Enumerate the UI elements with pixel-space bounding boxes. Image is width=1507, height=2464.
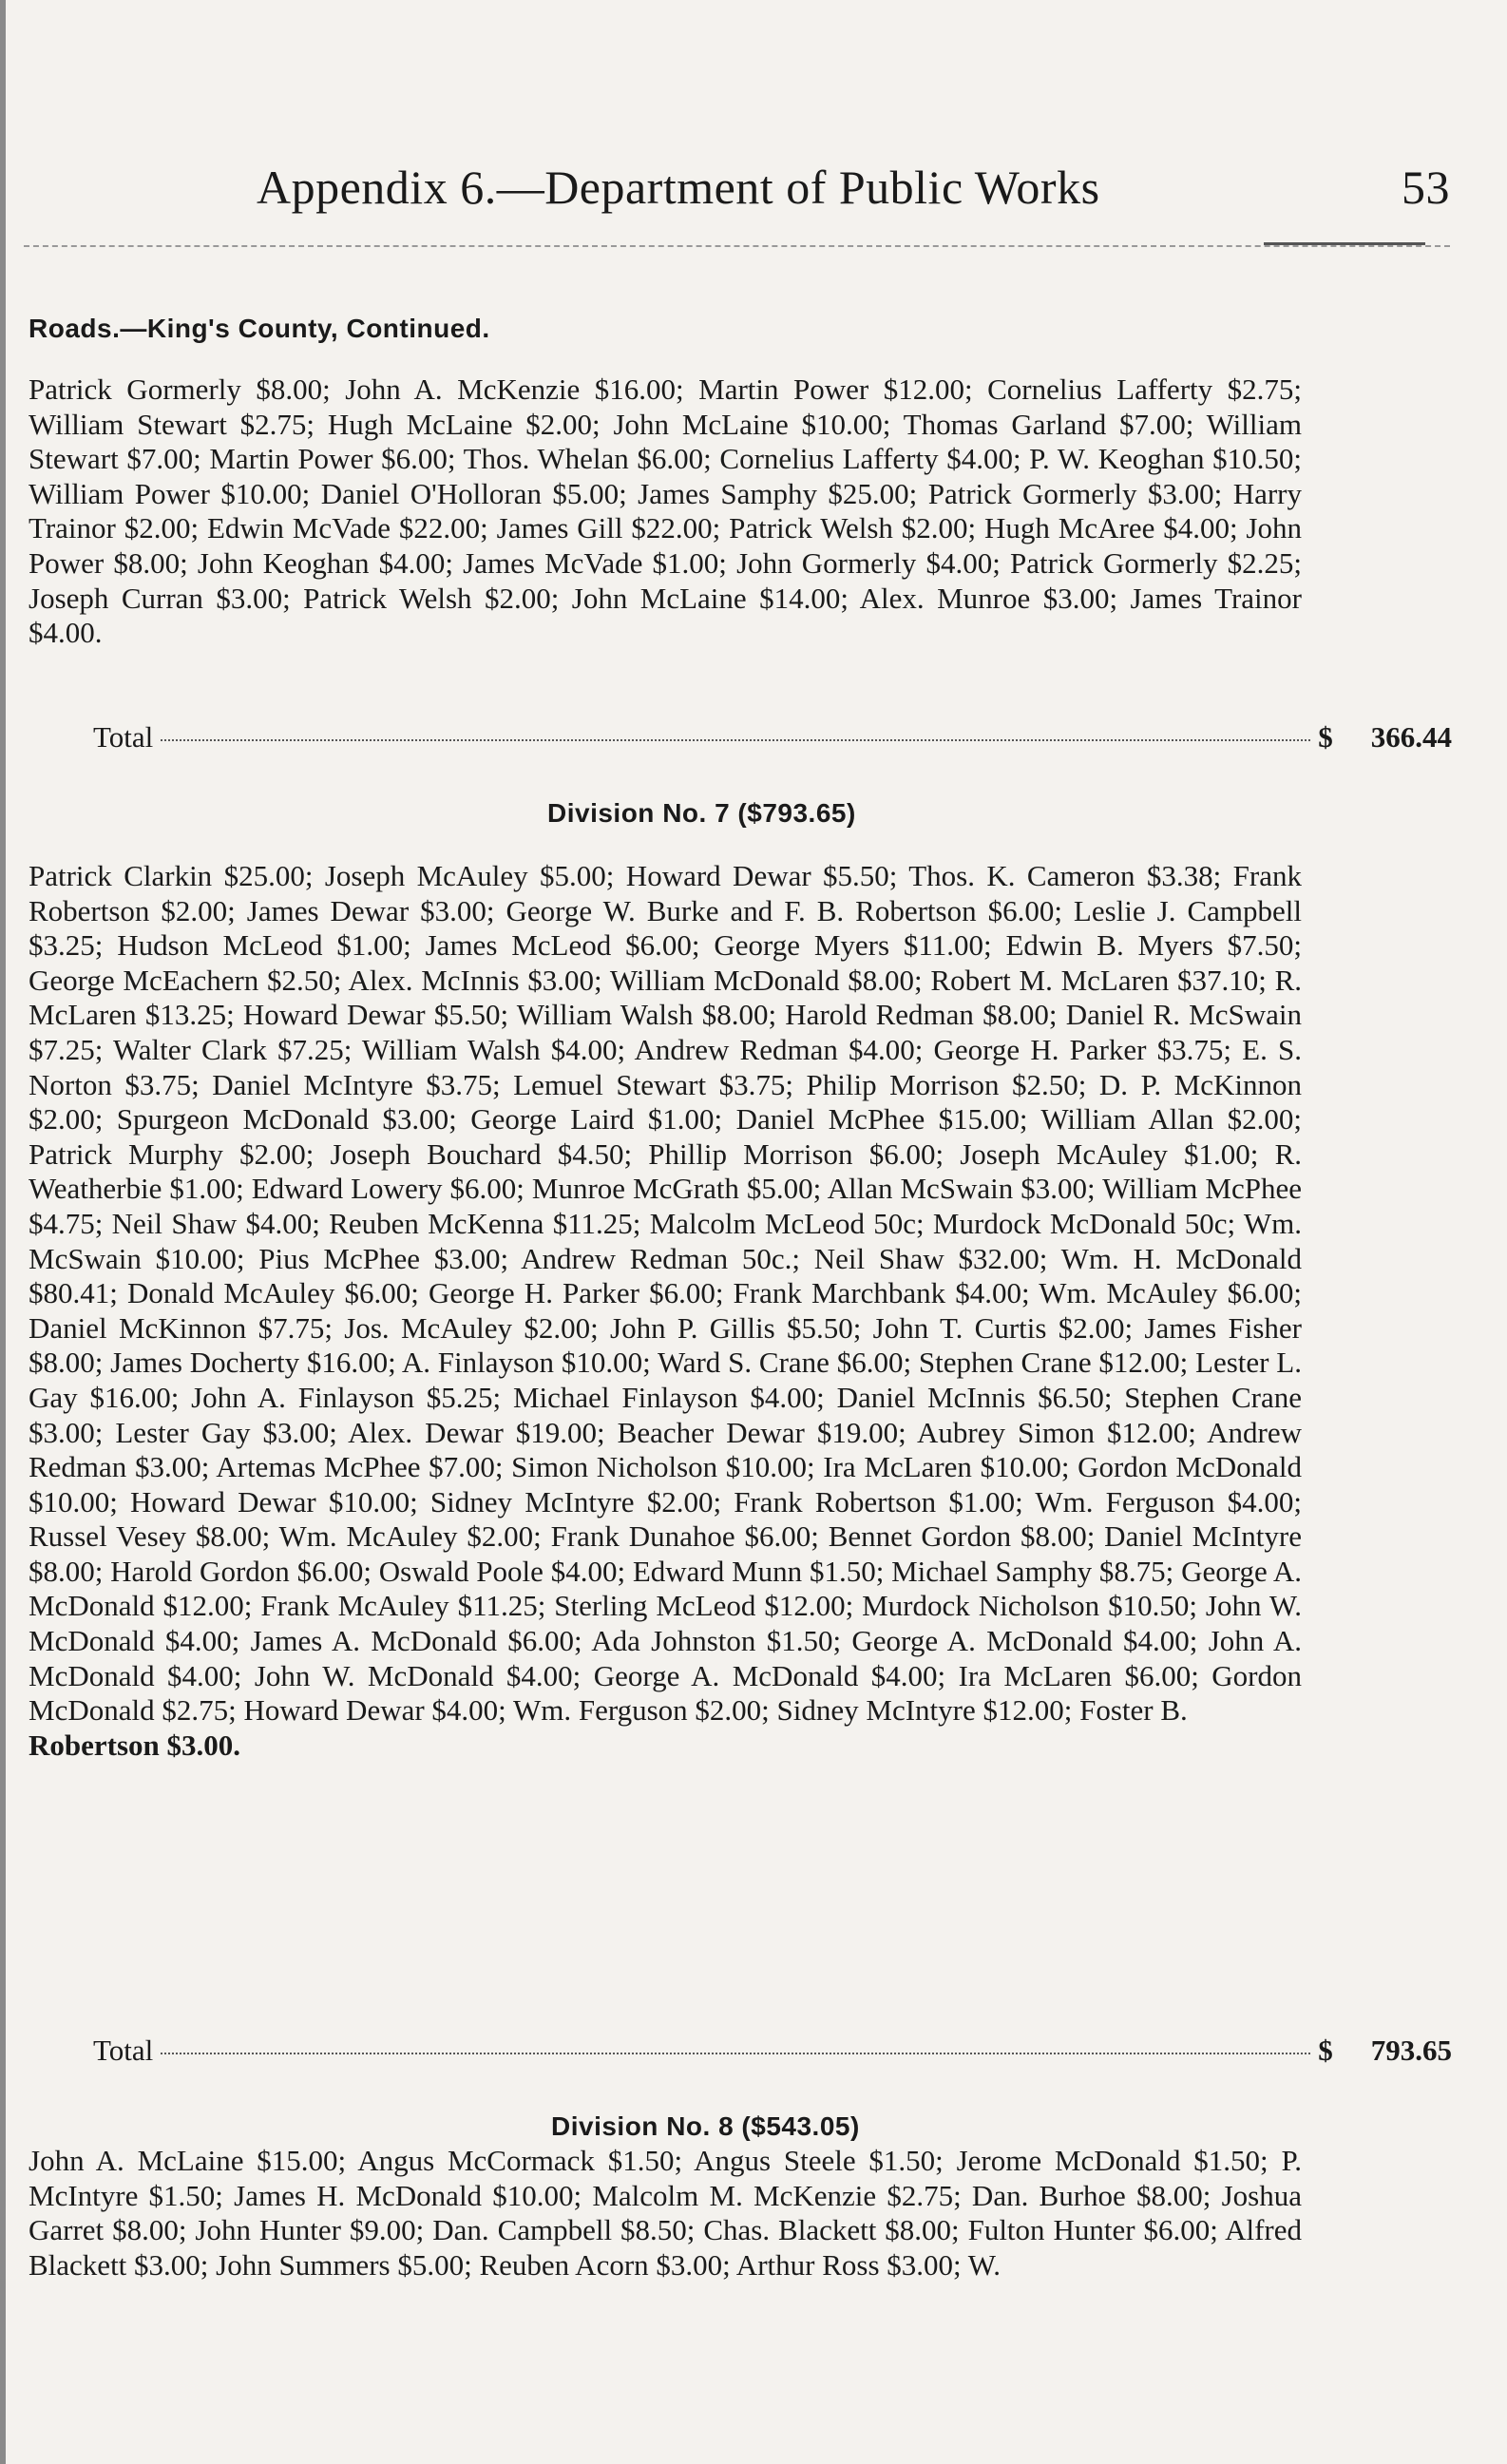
page-edge (0, 0, 6, 2464)
running-header (257, 160, 1450, 226)
section-heading-division-7: Division No. 7 ($793.65) (547, 798, 856, 828)
page-number: 53 (1402, 161, 1450, 214)
total-currency: $ (1318, 2034, 1333, 2067)
total-row-division-7 (93, 2034, 1452, 2072)
total-label: Total (93, 720, 154, 754)
header-title: Appendix 6.—Department of Public Works (257, 161, 1100, 214)
leader-dots (161, 2053, 1310, 2054)
paragraph-tail: Robertson $3.00. (29, 1728, 241, 1762)
total-label: Total (93, 2034, 154, 2067)
section-paragraph-division-8: John A. McLaine $15.00; Angus McCormack $1.50; Angus Steele $1.50; Jerome McDonald $1.50; P. McIntyre $1.50; James H. McDonald $10.00; Malcolm M. McKenzie $2.75; Dan. Burhoe $8.00; Joshua Garret $8.00; John Hunter $9.00; Dan. Campbell $8.50; Chas. Blackett $8.00; Fulton Hunter $6.00; Alfred Blackett $3.00; John Summers $5.00; Reuben Acorn $3.00; Arthur Ross $3.00; W. (29, 2144, 1302, 2282)
paragraph-body: Patrick Clarkin $25.00; Joseph McAuley $5.00; Howard Dewar $5.50; Thos. K. Cameron $3.38; Frank Robertson $2.00; James Dewar $3.00; George W. Burke and F. B. Robertson $6.00; Leslie J. Campbell $3.25; Hudson McLeod $1.00; James McLeod $6.00; George Myers $11.00; Edwin B. Myers $7.50; George McEachern $2.50; Alex. McInnis $3.00; William McDonald $8.00; Robert M. McLaren $37.10; R. McLaren $13.25; Howard Dewar $5.50; William Walsh $8.00; Harold Redman $8.00; Daniel R. McSwain $7.25; Walter Clark $7.25; William Walsh $4.00; Andrew Redman $4.00; George H. Parker $3.75; E. S. Norton $3.75; Daniel McIntyre $3.75; Lemuel Stewart $3.75; Philip Morrison $2.50; D. P. McKinnon $2.00; Spurgeon McDonald $3.00; George Laird $1.00; Daniel McPhee $15.00; William Allan $2.00; Patrick Murphy $2.00; Joseph Bouchard $4.50; Phillip Morrison $6.00; Joseph McAuley $1.00; R. Weatherbie $1.00; Edward Lowery $6.00; Munroe McGrath $5.00; Allan McSwain $3.00; William McPhee $4.75; Neil Shaw $4.00; Reuben McKenna $11.25; Malcolm McLeod 50c; Murdock McDonald 50c; Wm. McSwain $10.00; Pius McPhee $3.00; Andrew Redman 50c.; Neil Shaw $32.00; Wm. H. McDonald $80.41; Donald McAuley $6.00; George H. Parker $6.00; Frank Marchbank $4.00; Wm. McAuley $6.00; Daniel McKinnon $7.75; Jos. McAuley $2.00; John P. Gillis $5.50; John T. Curtis $2.00; James Fisher $8.00; James Docherty $16.00; A. Finlayson $10.00; Ward S. Crane $6.00; Stephen Crane $12.00; Lester L. Gay $16.00; John A. Finlayson $5.25; Michael Finlayson $4.00; Daniel McInnis $6.50; Stephen Crane $3.00; Lester Gay $3.00; Alex. Dewar $19.00; Beacher Dewar $19.00; Aubrey Simon $12.00; Andrew Redman $3.00; Artemas McPhee $7.00; Simon Nicholson $10.00; Ira McLaren $10.00; Gordon McDonald $10.00; Howard Dewar $10.00; Sidney McIntyre $2.00; Frank Robertson $1.00; Wm. Ferguson $4.00; Russel Vesey $8.00; Wm. McAuley $2.00; Frank Dunahoe $6.00; Bennet Gordon $8.00; Daniel McIntyre $8.00; Harold Gordon $6.00; Oswald Poole $4.00; Edward Munn $1.50; Michael Samphy $8.75; George A. McDonald $12.00; Frank McAuley $11.25; Sterling McLeod $12.00; Murdock Nicholson $10.50; John W. McDonald $4.00; James A. McDonald $6.00; Ada Johnston $1.50; George A. McDonald $4.00; John A. McDonald $4.00; John W. McDonald $4.00; George A. McDonald $4.00; Ira McLaren $6.00; Gordon McDonald $2.75; Howard Dewar $4.00; Wm. Ferguson $2.00; Sidney McIntyre $12.00; Foster B. (29, 859, 1302, 1728)
section-heading-roads: Roads.—King's County, Continued. (29, 314, 490, 343)
total-row-roads (93, 720, 1452, 758)
leader-dots (161, 739, 1310, 741)
header-rule (24, 245, 1450, 247)
section-paragraph-roads: Patrick Gormerly $8.00; John A. McKenzie $16.00; Martin Power $12.00; Cornelius Lafferty $2.75; William Stewart $2.75; Hugh McLaine $2.00; John McLaine $10.00; Thomas Garland $7.00; William Stewart $7.00; Martin Power $6.00; Thos. Whelan $6.00; Cornelius Lafferty $4.00; P. W. Keoghan $10.50; William Power $10.00; Daniel O'Holloran $5.00; James Samphy $25.00; Patrick Gormerly $3.00; Harry Trainor $2.00; Edwin McVade $22.00; James Gill $22.00; Patrick Welsh $2.00; Hugh McAree $4.00; John Power $8.00; John Keoghan $4.00; James McVade $1.00; John Gormerly $4.00; Patrick Gormerly $2.25; Joseph Curran $3.00; Patrick Welsh $2.00; John McLaine $14.00; Alex. Munroe $3.00; James Trainor $4.00. (29, 372, 1302, 650)
section-paragraph-division-7 (29, 859, 1302, 1763)
total-currency: $ (1318, 720, 1333, 754)
header-rule-accent (1264, 242, 1425, 245)
section-heading-division-8: Division No. 8 ($543.05) (551, 2111, 860, 2141)
total-amount: 366.44 (1370, 720, 1452, 754)
total-amount: 793.65 (1370, 2034, 1452, 2067)
